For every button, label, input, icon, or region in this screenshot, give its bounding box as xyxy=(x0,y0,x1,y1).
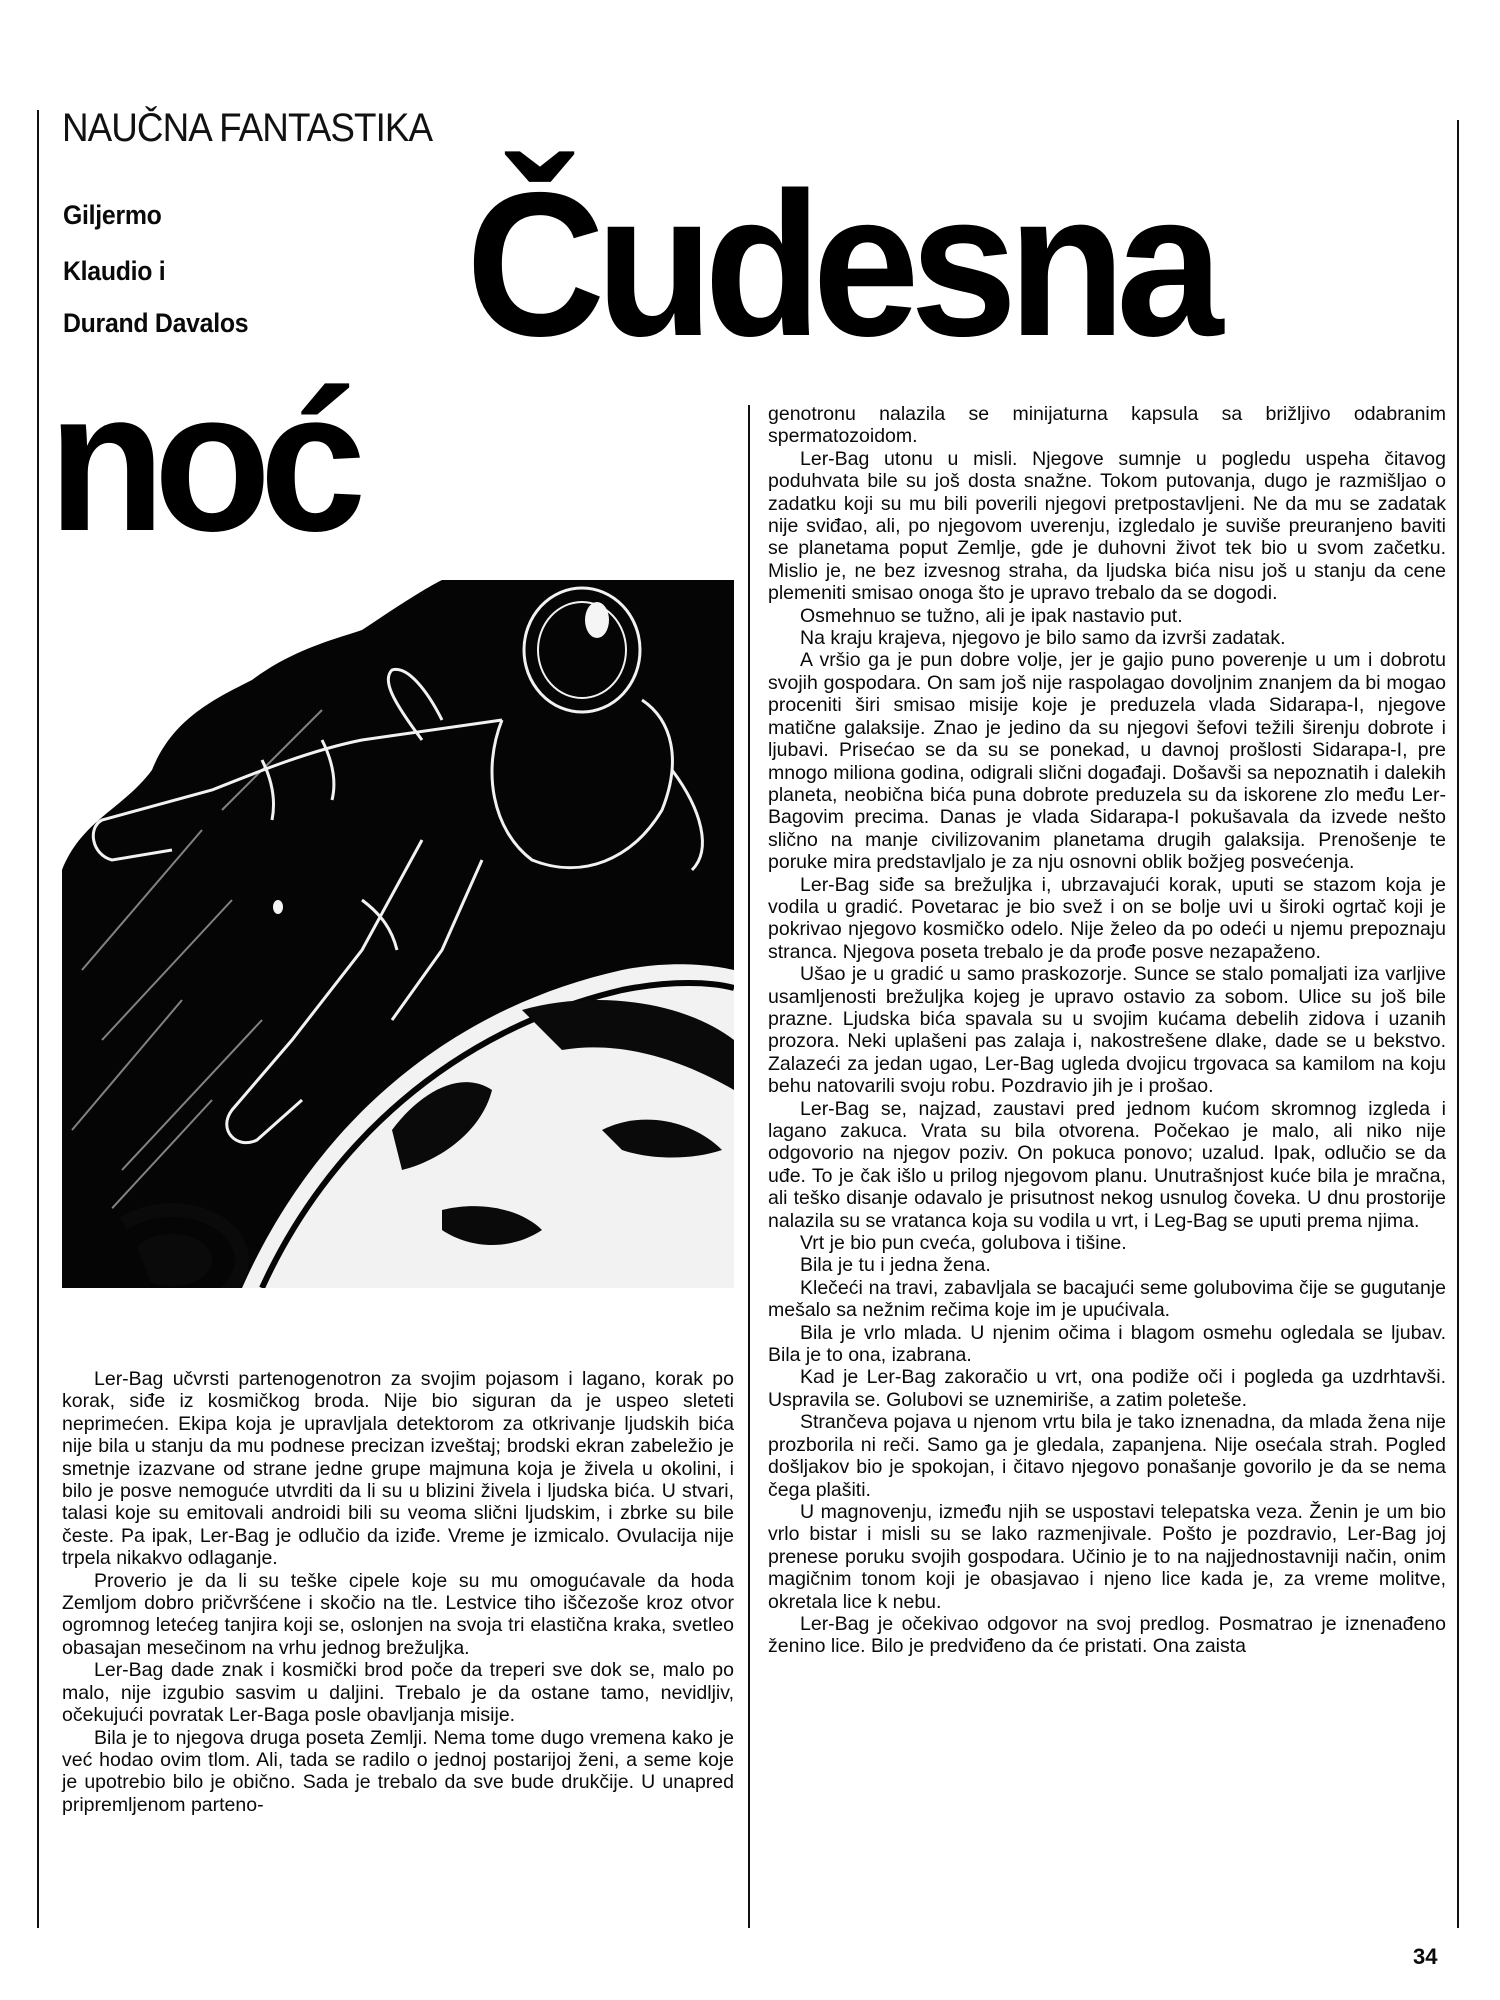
page-number: 34 xyxy=(1413,1944,1438,1969)
author-line: Giljermo xyxy=(63,200,162,230)
paragraph: U magnovenju, između njih se uspostavi telepatska veza. Ženin je um bio vrlo bistar i misli su se lako razmenjivale. Pošto je pozdravio, Ler-Bag joj prenese poruku svojih gospodara. Učinio je to na najjednostavniji način, onim magičnim tonom koji je obasjavao i njeno lice kada je, za vreme molitve, okretala lice k nebu. xyxy=(768,1500,1446,1613)
column-divider-rule xyxy=(748,405,750,1928)
paragraph: Vrt je bio pun cveća, golubova i tišine. xyxy=(800,1232,1127,1255)
paragraph: Ler-Bag utonu u misli. Njegove sumnje u pogledu uspeha čitavog poduhvata bile su još dosta snažne. Tokom putovanja, dugo je razmišljao o zadatku koji su mu bili poverili njegovi pretpostavljeni. Ne da mu se zadatak nije sviđao, ali, po njegovom uverenju, izgledalo je suviše preuranjeno baviti se planetama poput Zemlje, gde je duhovni život tek bio u svom začetku. Mislio je, ne bez izvesnog straha, da ljudska bića nisu još u stanju da cene plemeniti smisao onoga što je upravo trebalo da se dogodi. xyxy=(768,447,1446,605)
paragraph: Proverio je da li su teške cipele koje su mu omogućavale da hoda Zemljom dobro pričvršćene i skočio na tle. Lestvice tiho iščezoše kroz otvor ogromnog letećeg tanjira koji se, oslonjen na svoja tri elastična kraka, svetleo obasajan mesečinom na vrhu jednog brežuljka. xyxy=(62,1569,734,1659)
left-border-rule xyxy=(37,110,39,1928)
paragraph: genotronu nalazila se minijaturna kapsula sa brižljivo odabranim spermatozoidom. xyxy=(768,403,1446,448)
article-title-line-1: Čudesna xyxy=(466,150,1215,379)
paragraph: Ler-Bag dade znak i kosmički brod poče da treperi sve dok se, malo po malo, nije izgubio sasvim u daljini. Trebalo je da ostane tamo, nevidljiv, očekujući povratak Ler-Baga posle obavljanja misije. xyxy=(62,1659,734,1727)
astronaut-and-woman-illustration-icon xyxy=(62,570,734,1288)
paragraph: A vršio ga je pun dobre volje, jer je gajio puno poverenje u um i dobrotu svojih gospodara. On sam još nije raspolagao dovoljnim znanjem da bi mogao proceniti širi smisao misije koje je preduzela vlada Sidarapa-I, njegove matične galaksije. Znao je jedino da su njegovi šefovi težili širenju dobrote i ljubavi. Prisećao se da su se ponekad, u davnoj prošlosti Sidarapa-I, pre mnogo miliona godina, odigrali slični događaji. Došavši sa nepoznatih i dalekih planeta, neobična bića puna dobrote preduzela su da iskorene zlo među Ler-Bagovim precima. Danas je vlada Sidarapa-I pokušavala da izvede nešto slično na manje civilizovanim planetama drugih galaksija. Prenošenje te poruke mira predstavljalo je za nju osnovni oblik božjeg posvećenja. xyxy=(768,649,1446,874)
paragraph: Bila je vrlo mlada. U njenim očima i blagom osmehu ogledala se ljubav. Bila je to ona, izabrana. xyxy=(768,1321,1446,1367)
paragraph: Ler-Bag učvrsti partenogenotron za svojim pojasom i lagano, korak po korak, siđe iz kosmičkog broda. Nije bio siguran da je uspeo sleteti neprimećen. Ekipa koja je upravljala detektorom za otkrivanje ljudskih bića nije bila u stanju da mu podnese precizan izveštaj; brodski ekran zabeležio je smetnje izazvane od strane jedne grupe majmuna koja je živela u okolini, i bilo je posve nemoguće utvrditi da li su u blizini živela i ljudska bića. U stvari, talasi koje su emitovali androidi bili su veoma slični ljudskim, i zbrke su bile česte. Pa ipak, Ler-Bag je odlučio da iziđe. Vreme je izmicalo. Ovulacija nije trpela nikakvo odlaganje. xyxy=(62,1368,734,1570)
paragraph: Ler-Bag se, najzad, zaustavi pred jednom kućom skromnog izgleda i lagano zakuca. Vrata su bila otvorena. Počekao je malo, ali niko nije odgovorio na njegov poziv. On pokuca ponovo; uzalud. Ipak, odlučio se da uđe. To je čak išlo u prilog njegovom planu. Unutrašnjost kuće bila je mračna, ali teško disanje odavalo je prisutnost nekog usnulog čoveka. U dnu prostorije nalazila su se vratanca koja su vodila u vrt, i Leg-Bag se uputi prema njima. xyxy=(768,1097,1446,1232)
section-label: NAUČNA FANTASTIKA xyxy=(62,106,433,150)
paragraph: Ler-Bag siđe sa brežuljka i, ubrzavajući korak, uputi se stazom koja je vodila u gradić. Povetarac je bio svež i on se bolje uvi u široki ogrtač koji je pokrivao njegovo kosmičko odelo. Nije želeo da po odeći u njemu prepoznaju stranca. Njegova poseta trebalo je da prođe posve nezapaženo. xyxy=(768,873,1446,963)
article-column-left xyxy=(62,1368,734,1816)
paragraph: Klečeći na travi, zabavljala se bacajući seme golubovima čije se gugutanje mešalo sa nežnim rečima koje im je upućivala. xyxy=(768,1276,1446,1322)
paragraph: Osmehnuo se tužno, ali je ipak nastavio put. xyxy=(800,604,1183,627)
right-border-rule xyxy=(1457,120,1459,1928)
paragraph: Kad je Ler-Bag zakoračio u vrt, ona podiže oči i pogleda ga uzdrhtavši. Uspravila se. Golubovi se uznemiriše, a zatim poleteše. xyxy=(768,1366,1446,1411)
paragraph: Bila je tu i jedna žena. xyxy=(800,1254,991,1277)
article-title-line-2: noć xyxy=(48,350,355,573)
author-line: Durand Davalos xyxy=(63,308,249,338)
paragraph: Ušao je u gradić u samo praskozorje. Sunce se stalo pomaljati iza varljive usamljenosti brežuljka kojeg je upravo ostavio za sobom. Ulice su još bile prazne. Ljudska bića spavala su u svojim kućama debelih zidova i uzanih prozora. Neki uplašeni pas zalaja i, nakostrešene dlake, dade se u bekstvo. Zalazeći za jedan ugao, Ler-Bag ugleda dvojicu trgovaca sa kamilom na koju behu natovarili svoju robu. Pozdravio jih je i prošao. xyxy=(768,963,1446,1098)
paragraph: Strančeva pojava u njenom vrtu bila je tako iznenadna, da mlada žena nije prozborila ni reči. Samo ga je gledala, zapanjena. Nije osećala strah. Pogled došljakov bio je spokojan, i čitavo njegovo ponašanje govorilo je da se nema čega plašiti. xyxy=(768,1411,1446,1501)
paragraph: Ler-Bag je očekivao odgovor na svoj predlog. Posmatrao je iznenađeno ženino lice. Bilo je predviđeno da će pristati. Ona zaista xyxy=(768,1612,1446,1658)
article-column-right xyxy=(768,403,1446,1658)
paragraph: Bila je to njegova druga poseta Zemlji. Nema tome dugo vremena kako je već hodao ovim tlom. Ali, tada se radilo o jednoj postarijoj ženi, a seme koje je upotrebio bilo je obično. Sada je trebalo da sve bude drukčije. U unapred pripremljenom parteno- xyxy=(62,1726,734,1816)
author-line: Klaudio i xyxy=(63,256,166,286)
paragraph: Na kraju krajeva, njegovo je bilo samo da izvrši zadatak. xyxy=(800,627,1286,650)
